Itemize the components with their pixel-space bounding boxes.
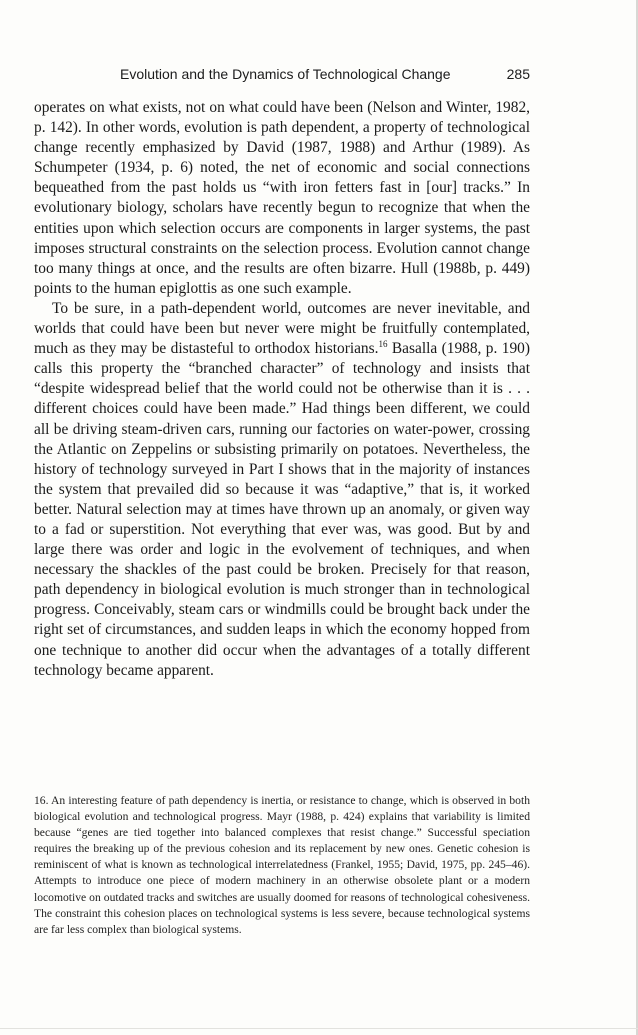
paragraph-1: operates on what exists, not on what could have been (Nelson and Winter, 1982, p. 142). In other words, evolution is path dependent, a property of technological change recently emphasized by David (1987, 1988) and Arthur (1989). As Schumpeter (1934, p. 6) noted, the net of economic and social connections bequeathed from the past holds us “with iron fetters fast in [our] tracks.” In evolutionary biology, scholars have recently begun to recognize that when the entities upon which selection occurs are components in larger systems, the past imposes structural constraints on the selection process. Evolution cannot change too many things at once, and the results are often bizarre. Hull (1988b, p. 449) points to the human epiglottis as one such example. (34, 99, 530, 297)
page-number: 285 (506, 66, 530, 82)
paragraph-2 (34, 299, 530, 681)
footnote-reference: 16 (378, 339, 388, 350)
main-text (34, 98, 530, 681)
footnote-16: 16. An interesting feature of path dependency is inertia, or resistance to change, which is observed in both biological evolution and technological progress. Mayr (1988, p. 424) explains that variability is limited because “genes are tied together into balanced complexes that resist change.” Successful speciation requires the breaking up of the previous cohesion and its replacement by new ones. Genetic cohesion is reminiscent of what is known as technological interrelatedness (Frankel, 1955; David, 1975, pp. 245–46). Attempts to introduce one piece of modern machinery in an otherwise obsolete plant or a modern locomotive on outdated tracks and switches are usually doomed for reasons of technological cohesiveness. The constraint this cohesion places on technological systems is less severe, because technological systems are far less complex than biological systems. (34, 794, 530, 936)
paragraph-2-text-start: To be sure, in a path-dependent world, outcomes are never inevitable, and worlds that could have been but never were might be fruitfully contemplated, much as they may be distasteful to orthodox historians. (34, 299, 530, 358)
page-header (98, 66, 530, 86)
paragraph-2-text-end: Basalla (1988, p. 190) calls this property the “branched character” of technology and insists that “despite widespread belief that the world could not be otherwise than it is . . . different choices could have been made.” Had things been different, we could all be driving steam-driven cars, running our factories on water-power, crossing the Atlantic on Zeppelins or subsisting primarily on potatoes. Nevertheless, the history of technology surveyed in Part I shows that in the majority of instances the system that prevailed did so because it was “adaptive,” that is, it worked better. Natural selection may at times have thrown up an anomaly, or given way to a fad or superstition. Not everything that ever was, was good. But by and large there was order and logic in the evolvement of techniques, and when necessary the shackles of the past could be broken. Precisely for that reason, path dependency in biological evolution is much stronger than in technological progress. Conceivably, steam cars or windmills could be brought back under the right set of circumstances, and sudden leaps in which the economy hopped from one technique to another did occur when the advantages of a totally different technology became apparent. (34, 340, 530, 679)
scan-bottom-edge (0, 1028, 638, 1029)
running-title: Evolution and the Dynamics of Technological Change (120, 66, 451, 82)
